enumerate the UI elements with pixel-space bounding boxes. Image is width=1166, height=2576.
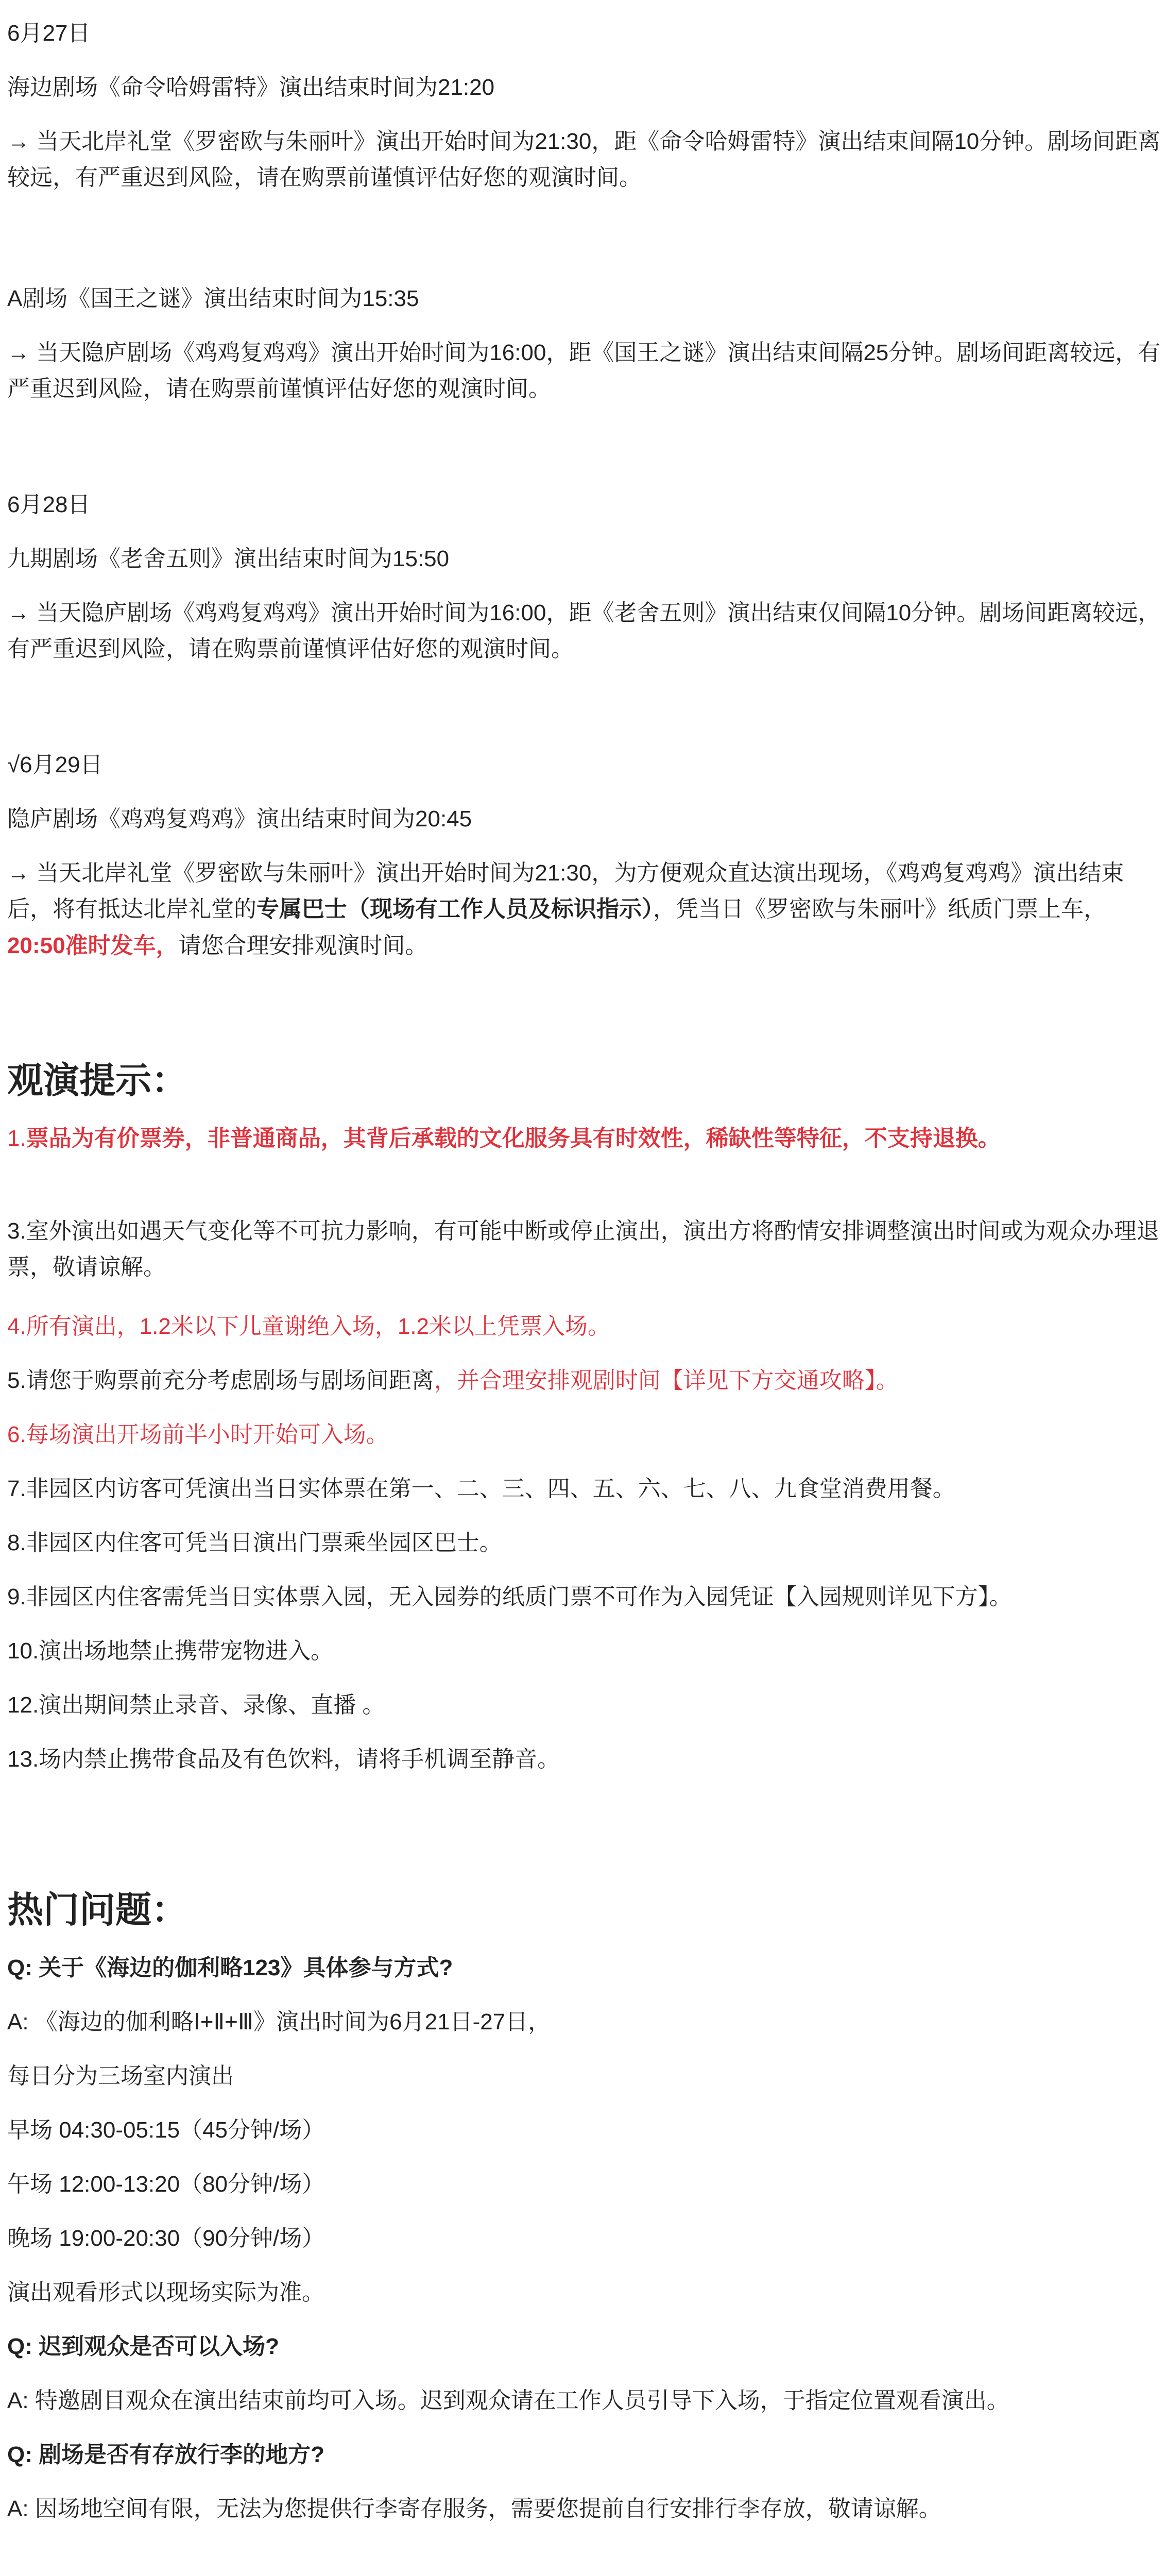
- tip-item: 10.演出场地禁止携带宠物进入。: [7, 1638, 334, 1664]
- schedule-item-title: A剧场《国王之谜》演出结束时间为15:35: [7, 286, 419, 311]
- tip-text: 5.请您于购票前充分考虑剧场与剧场间距离: [7, 1368, 434, 1393]
- tips-heading: 观演提示：: [7, 1060, 187, 1100]
- tip-item: 13.场内禁止携带食品及有色饮料，请将手机调至静音。: [7, 1747, 560, 1772]
- date-heading: √6月29日: [7, 752, 103, 777]
- tip-text-highlight: ，并合理安排观剧时间【详见下方交通攻略】。: [434, 1368, 899, 1393]
- tip-number: 1.: [7, 1126, 26, 1151]
- schedule-item-note: → 当天北岸礼堂《罗密欧与朱丽叶》演出开始时间为21:30，距《命令哈姆雷特》演出结束间隔10分钟。剧场间距离较远，有严重迟到风险，请在购票前谨慎评估好您的观演时间。: [7, 129, 1161, 191]
- date-heading: 6月27日: [7, 21, 91, 46]
- faq-answer: A: 《海边的伽利略Ⅰ+Ⅱ+Ⅲ》演出时间为6月21日-27日，: [7, 2009, 551, 2035]
- note-text: ，凭当日《罗密欧与朱丽叶》纸质门票上车，: [653, 896, 1106, 922]
- note-text: → 当天北岸礼堂《罗密欧与朱丽叶》演出开始时间为21:30，为方便观众直达演出现场，《鸡鸡复鸡鸡》演出结束后，将有抵达北岸礼堂的: [7, 860, 1124, 922]
- faq-answer: A: 因场地空间有限，无法为您提供行李寄存服务，需要您提前自行安排行李存放，敬请谅解。: [7, 2496, 941, 2521]
- note-text: 请您合理安排观演时间。: [178, 933, 428, 958]
- tip-item: 12.演出期间禁止录音、录像、直播 。: [7, 1692, 385, 1718]
- schedule-item-note: [7, 855, 1161, 964]
- tip-item: 8.非园区内住客可凭当日演出门票乘坐园区巴士。: [7, 1530, 502, 1555]
- faq-heading: 热门问题：: [7, 1890, 187, 1930]
- schedule-item-title: 九期剧场《老舍五则》演出结束时间为15:50: [7, 546, 450, 571]
- schedule-item-title: 海边剧场《命令哈姆雷特》演出结束时间为21:20: [7, 75, 495, 100]
- faq-question: Q: 剧场是否有存放行李的地方?: [7, 2442, 324, 2467]
- tip-text: 票品为有价票券，非普通商品，其背后承载的文化服务具有时效性，稀缺性等特征，不支持退换。: [26, 1126, 1001, 1151]
- schedule-item-note: → 当天隐庐剧场《鸡鸡复鸡鸡》演出开始时间为16:00，距《老舍五则》演出结束仅间隔10分钟。剧场间距离较远，有严重迟到风险，请在购票前谨慎评估好您的观演时间。: [7, 600, 1161, 662]
- tip-item: 6.每场演出开场前半小时开始可入场。: [7, 1422, 389, 1447]
- tip-item: [7, 1121, 1161, 1157]
- shuttle-bus-highlight: 专属巴士（现场有工作人员及标识指示）: [256, 896, 653, 922]
- faq-answer-line: 晚场 19:00-20:30（90分钟/场）: [7, 2226, 325, 2251]
- faq-answer-line: 演出观看形式以现场实际为准。: [7, 2280, 324, 2305]
- faq-answer-line: 早场 04:30-05:15（45分钟/场）: [7, 2117, 325, 2143]
- faq-question: Q: 迟到观众是否可以入场?: [7, 2334, 279, 2359]
- tip-item: 9.非园区内住客需凭当日实体票入园，无入园券的纸质门票不可作为入园凭证【入园规则详见下方】。: [7, 1584, 1012, 1609]
- faq-answer-line: 午场 12:00-13:20（80分钟/场）: [7, 2172, 325, 2197]
- departure-time-highlight: 20:50准时发车，: [7, 933, 179, 958]
- faq-answer-line: 每日分为三场室内演出: [7, 2063, 234, 2089]
- schedule-item-note: → 当天隐庐剧场《鸡鸡复鸡鸡》演出开始时间为16:00，距《国王之谜》演出结束间隔25分钟。剧场间距离较远，有严重迟到风险，请在购票前谨慎评估好您的观演时间。: [7, 340, 1161, 402]
- tip-item: 3.室外演出如遇天气变化等不可抗力影响，有可能中断或停止演出，演出方将酌情安排调整演出时间或为观众办理退票，敬请谅解。: [7, 1218, 1159, 1280]
- tip-item: [7, 1363, 1161, 1399]
- date-heading: 6月28日: [7, 492, 91, 517]
- schedule-item-title: 隐庐剧场《鸡鸡复鸡鸡》演出结束时间为20:45: [7, 806, 472, 832]
- faq-question: Q: 关于《海边的伽利略123》具体参与方式?: [7, 1955, 453, 1980]
- tip-item: 7.非园区内访客可凭演出当日实体票在第一、二、三、四、五、六、七、八、九食堂消费用餐。: [7, 1476, 955, 1501]
- faq-answer: A: 特邀剧目观众在演出结束前均可入场。迟到观众请在工作人员引导下入场，于指定位置观看演出。: [7, 2388, 1009, 2413]
- tip-item: 4.所有演出，1.2米以下儿童谢绝入场，1.2米以上凭票入场。: [7, 1314, 611, 1339]
